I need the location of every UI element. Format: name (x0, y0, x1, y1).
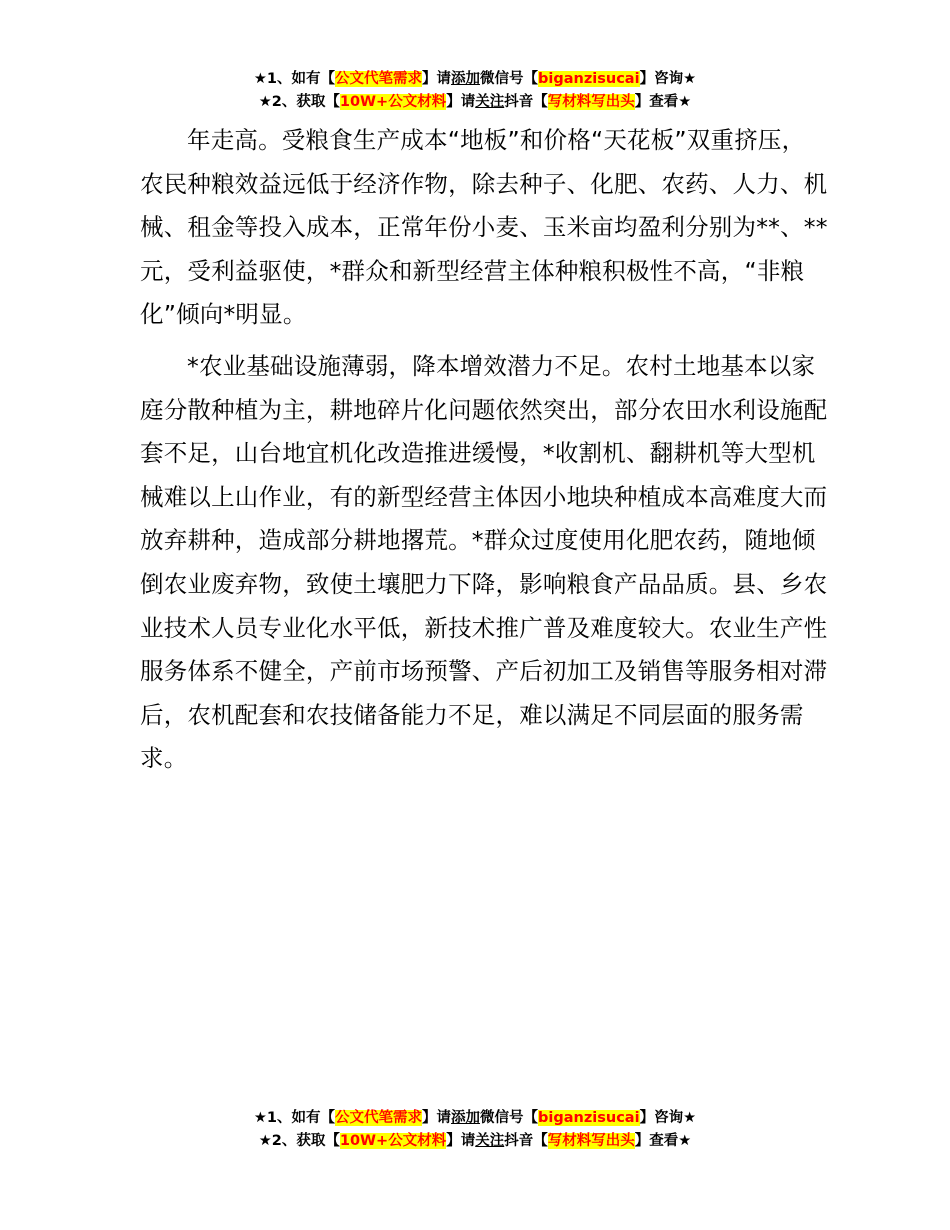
highlight-materials: 10W+公文材料 (339, 1133, 447, 1149)
paragraph: 年走高。受粮食生产成本“地板”和价格“天花板”双重挤压，农民种粮效益远低于经济作物，除去种子、化肥、农药、人力、机械、租金等投入成本，正常年份小麦、玉米亩均盈利分别为**、**元，受利益驱使，*群众和新型经营主体种粮积极性不高，“非粮化”倾向*明显。 (140, 126, 828, 329)
banner-text: 抖音【 (504, 1133, 548, 1149)
banner-text: 】查看★ (634, 94, 692, 110)
banner-text: ★2、获取【 (258, 1133, 340, 1149)
highlight-service: 公文代笔需求 (335, 71, 423, 87)
highlight-wechat-id: biganzisucai (538, 71, 640, 87)
banner-line-2 (0, 1130, 950, 1153)
highlight-materials: 10W+公文材料 (339, 94, 447, 110)
banner-text: ★2、获取【 (258, 94, 340, 110)
header-banner (0, 68, 950, 114)
underlined-text: 关注 (475, 1133, 505, 1149)
banner-text: 抖音【 (504, 94, 548, 110)
banner-text: 】请 (446, 1133, 476, 1149)
highlight-wechat-id: biganzisucai (538, 1110, 640, 1126)
banner-text: 】咨询★ (639, 1110, 697, 1126)
paragraph: *农业基础设施薄弱，降本增效潜力不足。农村土地基本以家庭分散种植为主，耕地碎片化问题依然突出，部分农田水利设施配套不足，山台地宜机化改造推进缓慢，*收割机、翻耕机等大型机械难以上山作业，有的新型经营主体因小地块种植成本高难度大而放弃耕种，造成部分耕地撂荒。*群众过度使用化肥农药，随地倾倒农业废弃物，致使土壤肥力下降，影响粮食产品品质。县、乡农业技术人员专业化水平低，新技术推广普及难度较大。农业生产性服务体系不健全，产前市场预警、产后初加工及销售等服务相对滞后，农机配套和农技储备能力不足，难以满足不同层面的服务需求。 (140, 351, 828, 773)
banner-text: ★1、如有【 (253, 1110, 336, 1126)
banner-text: 】请 (422, 71, 452, 87)
underlined-text: 添加 (451, 71, 481, 87)
banner-line-2 (0, 91, 950, 114)
highlight-douyin: 写材料写出头 (547, 94, 635, 110)
banner-text: 微信号【 (480, 71, 539, 87)
underlined-text: 关注 (475, 94, 505, 110)
banner-line-1 (0, 1107, 950, 1130)
underlined-text: 添加 (451, 1110, 481, 1126)
footer-banner (0, 1107, 950, 1153)
highlight-douyin: 写材料写出头 (547, 1133, 635, 1149)
banner-text: 】请 (422, 1110, 452, 1126)
banner-text: 】咨询★ (639, 71, 697, 87)
banner-line-1 (0, 68, 950, 91)
banner-text: 】请 (446, 94, 476, 110)
banner-text: ★1、如有【 (253, 71, 336, 87)
banner-text: 】查看★ (634, 1133, 692, 1149)
banner-text: 微信号【 (480, 1110, 539, 1126)
document-body (140, 119, 828, 789)
highlight-service: 公文代笔需求 (335, 1110, 423, 1126)
